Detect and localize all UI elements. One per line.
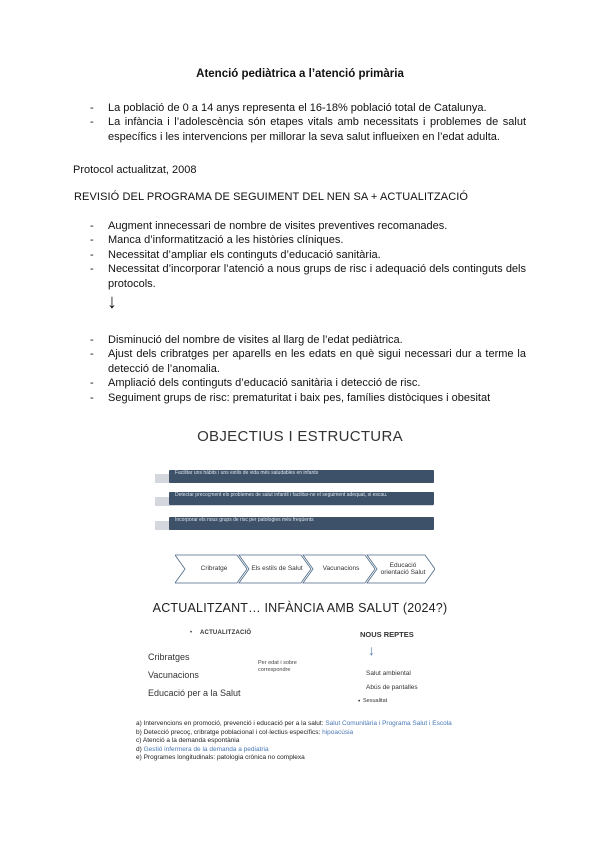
list-item: - Necessitat d’ampliar els continguts d’educació sanitària. [90, 248, 526, 262]
item-highlight: Salut Comunitària i Programa Salut i Escola [325, 720, 452, 727]
nous-reptes-header: NOUS REPTES [360, 630, 414, 639]
objective-bar: Facilitar uns hàbits i uns estils de vida més saludables en infants [169, 470, 434, 483]
down-arrow-icon: ↓ [368, 642, 375, 658]
objectius-title: OBJECTIUS I ESTRUCTURA [197, 428, 403, 445]
chevron-label: Cribratge [200, 565, 228, 573]
middle-note: Per edat i sobre correspondre [258, 660, 297, 673]
solutions-list [90, 333, 526, 405]
list-item: - Ampliació dels continguts d’educació sanitària i detecció de risc. [90, 376, 526, 390]
list-item: - Ajust dels cribratges per aparells en les edats en què sigui necessari dur a terme la detecció de l’anomalia. [90, 347, 526, 376]
footer-item [136, 720, 556, 729]
problems-list [90, 219, 526, 291]
bullet: • [190, 630, 193, 636]
item-text: Atenció a la demanda espontània [142, 737, 240, 744]
item-text: Detecció precoç, cribratge poblacional i col·lectius específics: [143, 728, 321, 736]
process-chevrons [175, 553, 435, 585]
chevron-label: Vacunacions [322, 565, 360, 573]
actualitzant-title: ACTUALITZANT… INFÀNCIA AMB SALUT (2024?) [152, 601, 448, 615]
objective-bar: Incorporar els nous grups de risc per patologies més freqüents [169, 517, 434, 530]
repte-item: Abús de pantalles [366, 684, 418, 691]
list-item: - Necessitat d’incorporar l’atenció a nous grups de risc i adequació dels continguts dels protocols. [90, 262, 526, 291]
footer-item [136, 737, 556, 746]
footer-item [136, 729, 556, 738]
bullet: • [358, 698, 361, 705]
actualitzacio-header: ACTUALITZACIÓ [200, 630, 252, 636]
repte-item: Sexualitat [363, 698, 388, 704]
page-title: Atenció pediàtrica a l’atenció primària [196, 68, 404, 80]
repte-item: Salut ambiental [366, 670, 411, 677]
update-item: Cribratges [148, 652, 190, 662]
footer-list [136, 720, 556, 763]
list-item: - Seguiment grups de risc: prematuritat i baix pes, famílies distòciques i obesitat [90, 391, 526, 405]
list-item: - La població de 0 a 14 anys representa el 16-18% població total de Catalunya. [90, 101, 526, 115]
down-arrow-icon: ↓ [107, 291, 117, 313]
item-label: c) [136, 737, 142, 744]
chevron-label: Educació orientació Salut [380, 561, 426, 576]
item-text: Programes longitudinals: patologia crònica no complexa [143, 754, 305, 761]
chevron-label: Els estils de Salut [251, 565, 303, 573]
item-highlight: hipoacúsia [322, 728, 354, 736]
item-label: a) [136, 720, 142, 727]
update-item: Vacunacions [148, 670, 199, 680]
item-label: d) [136, 745, 142, 753]
list-item: - Manca d’informatització a les històries clíniques. [90, 233, 526, 247]
item-text: Intervencions en promoció, prevenció i educació per a la salut: [143, 720, 324, 727]
footer-item [136, 754, 556, 763]
list-item: - Augment innecessari de nombre de visites preventives recomanades. [90, 219, 526, 233]
list-item: - Disminució del nombre de visites al llarg de l’edat pediàtrica. [90, 333, 526, 347]
list-item: - La infància i l’adolescència són etapes vitals amb necessitats i problemes de salut específics i les intervencions per millorar la seva salut influeixen en l’edat adulta. [90, 115, 526, 144]
protocol-note: Protocol actualitzat, 2008 [73, 164, 197, 176]
update-item: Educació per a la Salut [148, 688, 241, 698]
intro-list [90, 101, 526, 144]
revision-heading: REVISIÓ DEL PROGRAMA DE SEGUIMENT DEL NEN SA + ACTUALITZACIÓ [74, 191, 469, 203]
footer-item [136, 746, 556, 755]
objective-bar: Detectar precoçment els problemes de salut infantil i facilitar-ne el seguiment adequat, si escau. [169, 492, 434, 505]
item-highlight: Gestió infermera de la demanda a pediatria [143, 745, 269, 753]
item-label: b) [136, 728, 142, 736]
item-label: e) [136, 754, 142, 761]
